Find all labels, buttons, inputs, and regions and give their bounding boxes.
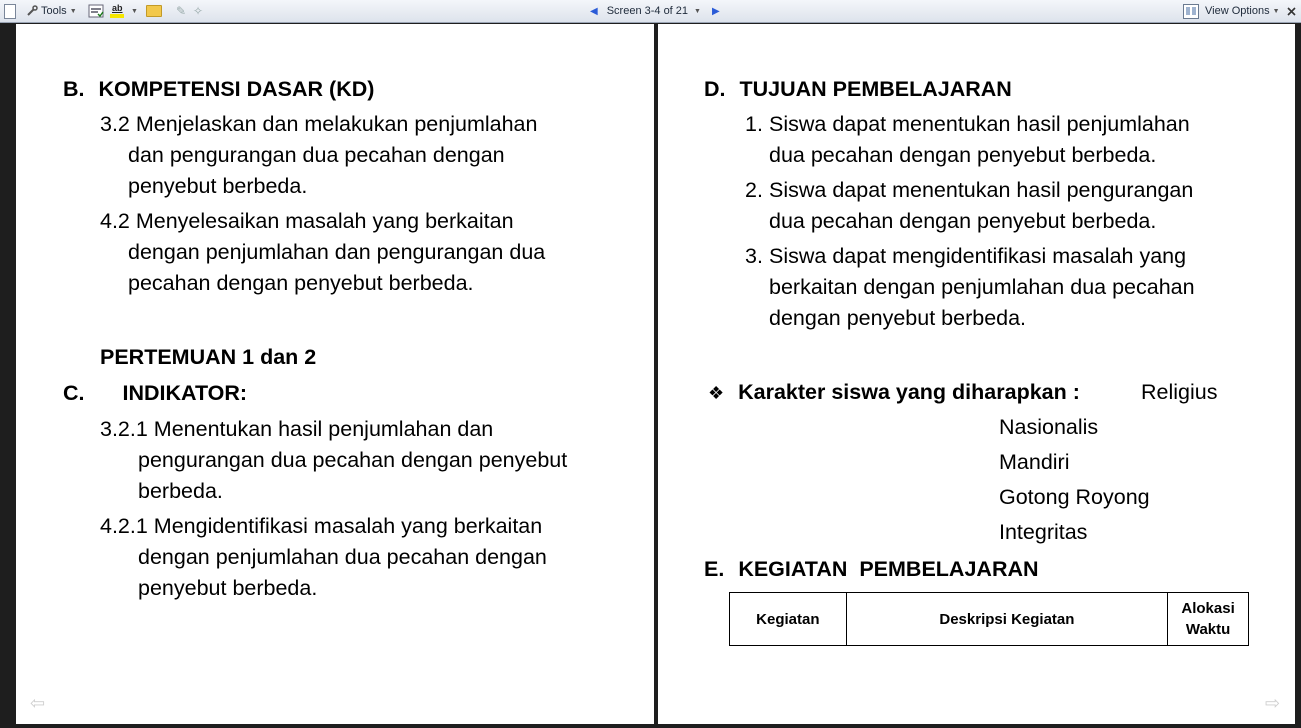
indikator-item-line: pengurangan dua pecahan dengan penyebut bbox=[138, 448, 568, 472]
view-options-label: View Options bbox=[1205, 5, 1270, 17]
spelling-icon bbox=[88, 4, 104, 18]
karakter-label: Karakter siswa yang diharapkan : bbox=[738, 380, 1080, 404]
tujuan-item-number: 1. bbox=[745, 112, 763, 136]
tujuan-item-number: 3. bbox=[745, 244, 763, 268]
karakter-value: Mandiri bbox=[999, 450, 1070, 474]
table-header-kegiatan: Kegiatan bbox=[730, 593, 847, 646]
document-menu[interactable] bbox=[4, 0, 16, 22]
prev-screen-icon[interactable]: ◀ bbox=[590, 5, 598, 17]
section-d-heading bbox=[704, 74, 1012, 105]
tujuan-item-line: Siswa dapat mengidentifikasi masalah yang bbox=[769, 244, 1187, 268]
tools-label: Tools bbox=[41, 5, 67, 17]
tujuan-item-number: 2. bbox=[745, 178, 763, 202]
chevron-down-icon: ▼ bbox=[131, 7, 138, 15]
section-c-title: INDIKATOR: bbox=[122, 381, 248, 405]
folder-icon bbox=[146, 5, 162, 17]
tujuan-item-line: dengan penyebut berbeda. bbox=[769, 306, 1027, 330]
karakter-line bbox=[708, 377, 1080, 409]
karakter-value: Gotong Royong bbox=[999, 485, 1150, 509]
tujuan-item-line: berkaitan dengan penjumlahan dua pecahan bbox=[769, 275, 1195, 299]
folder-button[interactable] bbox=[146, 0, 162, 22]
karakter-value: Religius bbox=[1141, 380, 1218, 404]
karakter-value: Nasionalis bbox=[999, 415, 1099, 439]
pen-button[interactable] bbox=[176, 0, 207, 22]
section-d-title: TUJUAN PEMBELAJARAN bbox=[739, 77, 1012, 101]
right-page bbox=[658, 24, 1295, 724]
close-icon bbox=[1287, 7, 1296, 16]
spelling-button[interactable] bbox=[88, 0, 104, 22]
highlight-label: ab bbox=[112, 3, 123, 13]
right-arrow-icon[interactable]: ⇨ bbox=[1265, 693, 1281, 713]
kd-item-first-line: 4.2 Menyelesaikan masalah yang berkaitan bbox=[100, 209, 514, 233]
section-b-heading bbox=[63, 74, 374, 105]
pertemuan-heading: PERTEMUAN 1 dan 2 bbox=[100, 345, 317, 369]
tujuan-item-line: Siswa dapat menentukan hasil penjumlahan bbox=[769, 112, 1190, 136]
reading-toolbar bbox=[0, 0, 1301, 23]
view-options-icon bbox=[1183, 4, 1199, 19]
tujuan-item bbox=[745, 175, 1193, 237]
tujuan-item-line: dua pecahan dengan penyebut berbeda. bbox=[769, 143, 1157, 167]
kd-item bbox=[100, 206, 545, 299]
chevron-down-icon: ▼ bbox=[1272, 7, 1280, 15]
section-e-heading bbox=[704, 554, 1039, 585]
section-c-heading bbox=[63, 378, 247, 409]
kd-item bbox=[100, 109, 537, 202]
highlight-button[interactable] bbox=[110, 0, 138, 22]
close-reading-button[interactable] bbox=[1287, 0, 1296, 22]
tujuan-item bbox=[745, 109, 1190, 171]
tools-menu-button[interactable] bbox=[26, 0, 77, 22]
highlight-color-bar bbox=[110, 14, 124, 18]
section-c-letter: C. bbox=[63, 381, 85, 405]
pen-icon: ✎ bbox=[176, 4, 187, 18]
table-header-row bbox=[730, 593, 1249, 646]
kd-item-first-line: 3.2 Menjelaskan dan melakukan penjumlahan bbox=[100, 112, 538, 136]
tujuan-item bbox=[745, 241, 1195, 334]
kd-item-line: dan pengurangan dua pecahan dengan bbox=[128, 143, 505, 167]
eraser-icon: ✧ bbox=[193, 4, 204, 18]
indikator-item-first-line: 4.2.1 Mengidentifikasi masalah yang berkaitan bbox=[100, 514, 543, 538]
diamond-bullet-icon: ❖ bbox=[708, 383, 725, 403]
left-page bbox=[16, 24, 654, 724]
kd-item-line: pecahan dengan penyebut berbeda. bbox=[128, 271, 474, 295]
screen-indicator[interactable]: Screen 3-4 of 21 bbox=[606, 5, 689, 17]
next-screen-icon[interactable]: ▶ bbox=[711, 5, 720, 17]
highlight-icon bbox=[110, 3, 128, 19]
indikator-item-line: berbeda. bbox=[138, 479, 223, 503]
indikator-item-first-line: 3.2.1 Menentukan hasil penjumlahan dan bbox=[100, 417, 494, 441]
tujuan-item-line: Siswa dapat menentukan hasil pengurangan bbox=[769, 178, 1194, 202]
tujuan-item-line: dua pecahan dengan penyebut berbeda. bbox=[769, 209, 1157, 233]
document-icon bbox=[4, 4, 16, 19]
chevron-down-icon[interactable]: ▼ bbox=[694, 7, 701, 15]
section-b-letter: B. bbox=[63, 77, 85, 101]
table-header-alokasi-line: Alokasi bbox=[1181, 600, 1235, 617]
view-options-button[interactable] bbox=[1183, 0, 1280, 22]
kegiatan-table bbox=[729, 592, 1249, 646]
indikator-item-line: dengan penjumlahan dua pecahan dengan bbox=[138, 545, 547, 569]
section-b-title: KOMPETENSI DASAR (KD) bbox=[98, 77, 375, 101]
kd-item-line: penyebut berbeda. bbox=[128, 174, 308, 198]
table-header-alokasi-line: Waktu bbox=[1185, 621, 1231, 638]
kd-item-line: dengan penjumlahan dan pengurangan dua bbox=[128, 240, 546, 264]
tools-icon bbox=[26, 5, 38, 17]
section-d-letter: D. bbox=[704, 77, 726, 101]
indikator-item bbox=[100, 414, 567, 507]
screen-navigator bbox=[590, 0, 720, 22]
indikator-item-line: penyebut berbeda. bbox=[138, 576, 318, 600]
karakter-value: Integritas bbox=[999, 520, 1088, 544]
table-header-deskripsi: Deskripsi Kegiatan bbox=[846, 593, 1167, 646]
section-e-title: KEGIATAN PEMBELAJARAN bbox=[738, 557, 1039, 581]
indikator-item bbox=[100, 511, 547, 604]
table-header-alokasi bbox=[1168, 593, 1249, 646]
section-e-letter: E. bbox=[704, 557, 725, 581]
chevron-down-icon: ▼ bbox=[69, 7, 77, 15]
left-arrow-icon[interactable]: ⇦ bbox=[30, 693, 46, 713]
